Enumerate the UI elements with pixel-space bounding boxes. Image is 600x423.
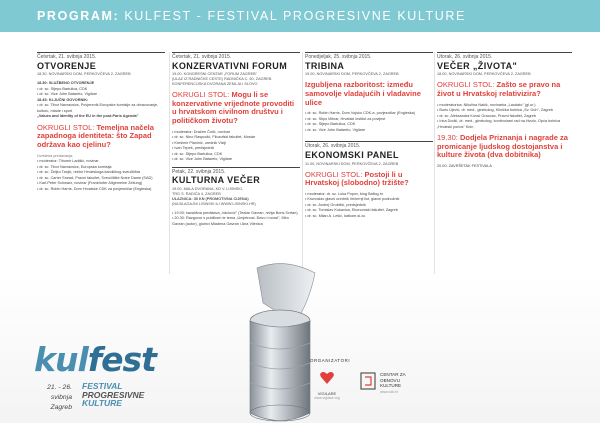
event-title: OTVORENJE	[37, 60, 97, 71]
event-meta: 11.00, NOVINARSKI DOM, PERKOVČEVA 2, ZAGREB	[305, 161, 399, 166]
round-table-heading: OKRUGLI STOL: Mogu li se konzervativne vrijednote provoditi u hrvatskom civilnom društvu i političkom životu?	[172, 90, 295, 126]
festival-name: FESTIVAL PROGRESIVNE KULTURE	[82, 381, 145, 408]
event-meta: 19.00, NOVINARSKI DOM, PERKOVČEVA 2, ZAGREB	[305, 72, 399, 77]
participant: • Boris Ujević, dr. med., ginekolog, Klinička bolnica „Sv. Duh", Zagreb	[437, 108, 553, 113]
round-table-heading: OKRUGLI STOL: Zašto se pravo na život u Hrvatskoj relativizira?	[437, 80, 561, 98]
closing: 20.00: ZAVRŠETAK FESTIVALA	[437, 163, 492, 168]
event-title: KONZERVATIVNI FORUM	[172, 60, 288, 71]
org-name: VIGILARE	[317, 391, 337, 396]
participant: • dr. sc. Milan A. Lešić, katkom.si.cu	[305, 213, 366, 218]
festival-dates: 21. - 26. svibnja Zagreb	[38, 383, 72, 414]
event-title: TRIBINA	[305, 60, 345, 71]
cdk-emblem-icon	[360, 372, 376, 390]
program-item: • 19.00: kazališna predstava „Vaclović" (Teatar Gavran, režija Boris Svrtan)	[172, 210, 298, 215]
line: 18.30: SLUŽBENO OTVORENJE	[37, 81, 95, 86]
event-meta: 19.00, KONGRESNI CENTAR „FORUM ZAGREB"	[172, 72, 258, 77]
column-divider	[302, 52, 303, 274]
participant: • dr. sc. Stjepo Bartulica, CDK	[305, 122, 356, 127]
award-text: Dodjela Priznanja i nagrade za promicanje ljudskog dostojanstva i kulture života (dva dobitnika)	[437, 133, 568, 160]
event-meta: 18.30, NOVINARSKI DOM, PERKOVČEVA 2, ZAGREB	[37, 72, 131, 77]
org-url: www.cdk.hr	[380, 389, 398, 394]
cdk-logo	[360, 372, 420, 394]
participant: • moderator: Dražen Čulić, novinar	[172, 129, 231, 134]
column-divider	[434, 52, 435, 274]
round-table-heading: OKRUGLI STOL: Temeljna načela zapadnoga identiteta: što Zapad održava kao cjelinu?	[37, 122, 154, 150]
subheading: Uvrštena predavanja:	[37, 153, 74, 158]
ticket-price: ULAZNICA: 30 KN (PROMOTIVNA CIJENA)	[172, 196, 249, 201]
participant: • dr. sc. Tibor Navracsics, Europska komisija	[37, 164, 112, 169]
event-title: KULTURNA VEČER	[172, 175, 261, 186]
org-url: www.vigilare.org	[314, 396, 340, 400]
column-forum	[172, 52, 300, 227]
heart-icon	[319, 371, 335, 385]
participant: • dr. sc. Vice John Batarelo, Vigilare	[172, 157, 233, 162]
participant: • dr. sc. Nino Raspudić, Filozofski fakultet, Mostar	[172, 135, 256, 140]
organizers-label: ORGANIZATORI	[310, 358, 351, 363]
participant: • moderator: Tihomir Ladišić, novinar	[37, 159, 99, 163]
event-title: EKONOMSKI PANEL	[305, 149, 399, 160]
org-name: OBNOVU	[380, 377, 400, 383]
award-heading: 19.30: Dodjela Priznanja i nagrade za promicanje ljudskog dostojanstva i kulture života (dva dobitnika)	[437, 133, 568, 160]
line: • dr. sc. Vice John Batarelo, Vigilare	[37, 92, 98, 97]
participant: • dr. sc. Vice John Batarelo, Vigilare	[305, 127, 366, 132]
participant: • moderator: dr. sc. Luka Popov, blog Ballog.hr	[305, 191, 384, 196]
event-meta: 18.00, NOVINARSKI DOM, PERKOVČEVA 2, ZAGREB	[437, 72, 531, 77]
event-meta: 19.00, MALA DVORANA, KD V. LISINSKI,	[172, 187, 243, 192]
round-table-topic: Izgubljena razboritost: između samovolje vladajućih i vladavine ulice	[305, 80, 421, 107]
participant: • dr. sc. Andrej Grubišić, predsjednik	[305, 202, 366, 207]
participant: • dr. sc. Stipo Mlinar, Hrvatski institut za povijest	[305, 116, 386, 121]
participant: • Ivan Tepeš, predsjednik	[172, 146, 215, 151]
participant: • dr. sc. Željko Tanjić, rektor Hrvatskoga katoličkog sveučilišta	[37, 170, 140, 174]
line: 18.45: KLJUČNI GOVORNIK:	[37, 97, 89, 102]
program-prefix: PROGRAM:	[37, 9, 120, 23]
program-header	[0, 0, 600, 32]
festival-city: Zagreb	[50, 404, 72, 412]
round-table-topic: Mogu li se konzervativne vrijednote provoditi u hrvatskom civilnom društvu i političkom životu?	[172, 90, 295, 126]
participant: • Karl-Peter Schwarz, novinar (Frankfurter Allgemeine Zeitung)	[37, 181, 143, 185]
participant: • dr. sc. Robin Harris, Dom Hrvatske CDK za povjesničar (Engleska)	[37, 186, 152, 191]
event-meta: (ULAZ IZ RADNIČKE CESTE) RADNIČKA C. 50, ZAGREB	[172, 77, 272, 82]
participant: • Krunoslav glavni urednik Večernji list, glavni podnožnik	[305, 197, 400, 202]
line: • dr. sc. Tibor Navracsics, Povjerenik Europske komisije za obrazovanje, kulturu, mlade i sport	[37, 103, 159, 113]
round-table-topic: Zašto se pravo na život u Hrvatskoj relativizira?	[437, 80, 561, 98]
date: Ponedjeljak, 25. svibnja 2015.	[305, 54, 372, 60]
vigilare-logo	[307, 371, 347, 400]
program-item: • 20.30: Razgovor s publikom te tema „Umjetnost. Đavo i moral", Miro Gavran (autor), glumci Mladena Gavran i Ana Vilenica	[172, 216, 289, 226]
program-title: KULFEST - FESTIVAL PROGRESIVNE KULTURE	[124, 9, 466, 23]
round-table-heading: OKRUGLI STOL: Postoji li u Hrvatskoj (slobodno) tržište?	[305, 169, 409, 188]
participant: • dr. sc. Aleksandra Korać Graovac, Pravni fakultet, Zagreb	[437, 113, 537, 118]
participant: • dr. sc. Robin Harris, Dom Vojsko CDK-a, povjesničar (Engleska)	[305, 111, 415, 116]
column-tribune	[305, 52, 433, 219]
participant: • Krešimir Planinić, urednik Viziji	[172, 140, 227, 145]
event-meta: TRG S. RADIĆA 4, ZAGREB	[172, 191, 221, 196]
column-opening	[37, 52, 165, 192]
event-meta: KONFERENCIJSKA DVORANA ZEMLJA I SLOVO	[172, 82, 258, 87]
participant: • dr. sc. Carter Snead, Pravni fakultet, Sveučilište Notre Dame (SAD)	[37, 175, 153, 180]
round-table-topic: Postoji li u Hrvatskoj (slobodno) tržište?	[305, 169, 409, 188]
event-meta: (NA BLAGAJNI LISINSKI ILI WWW.LISINSKI.HR)	[172, 201, 256, 206]
column-divider	[169, 52, 170, 274]
date: Četvrtak, 21. svibnja 2015.	[37, 54, 97, 60]
org-name: CENTAR ZA	[380, 372, 406, 377]
line: „Values and Identity of the EU in the post-Paris Agenda"	[37, 114, 139, 119]
participant: • dr. sc. Tomislav Kukavica, Ekonomski fakultet, Zagreb	[305, 208, 398, 213]
event-title: VEČER „ŽIVOTA"	[437, 60, 518, 71]
participant: • dr. sc. Stjepo Bartulica, CDK	[172, 151, 223, 156]
date: Petak, 22. svibnja 2015.	[172, 168, 226, 175]
line: • dr. sc. Stjepo Bartulica, CDK	[37, 86, 88, 91]
participant: • moderatorica: Nikolina Nakić, novinarka „Laudato" (gl.ur.)	[437, 102, 536, 107]
date: Utorak, 26. svibnja 2015.	[305, 143, 361, 150]
kulfest-logo: kulfest	[34, 340, 156, 379]
column-life	[437, 52, 572, 169]
date: Četvrtak, 21. svibnja 2015.	[172, 54, 232, 60]
round-table-topic: Temeljna načela zapadnoga identiteta: što Zapad održava kao cjelinu?	[37, 122, 154, 150]
participant: • Irica Dodić, dr. med., ginekolog, kontinuirani rad na životu, Opća bolnica „Hrvatski ponos" Knin	[437, 119, 561, 129]
date: Utorak, 26. svibnja 2015.	[437, 54, 493, 60]
org-name: KULTURE	[380, 383, 402, 388]
